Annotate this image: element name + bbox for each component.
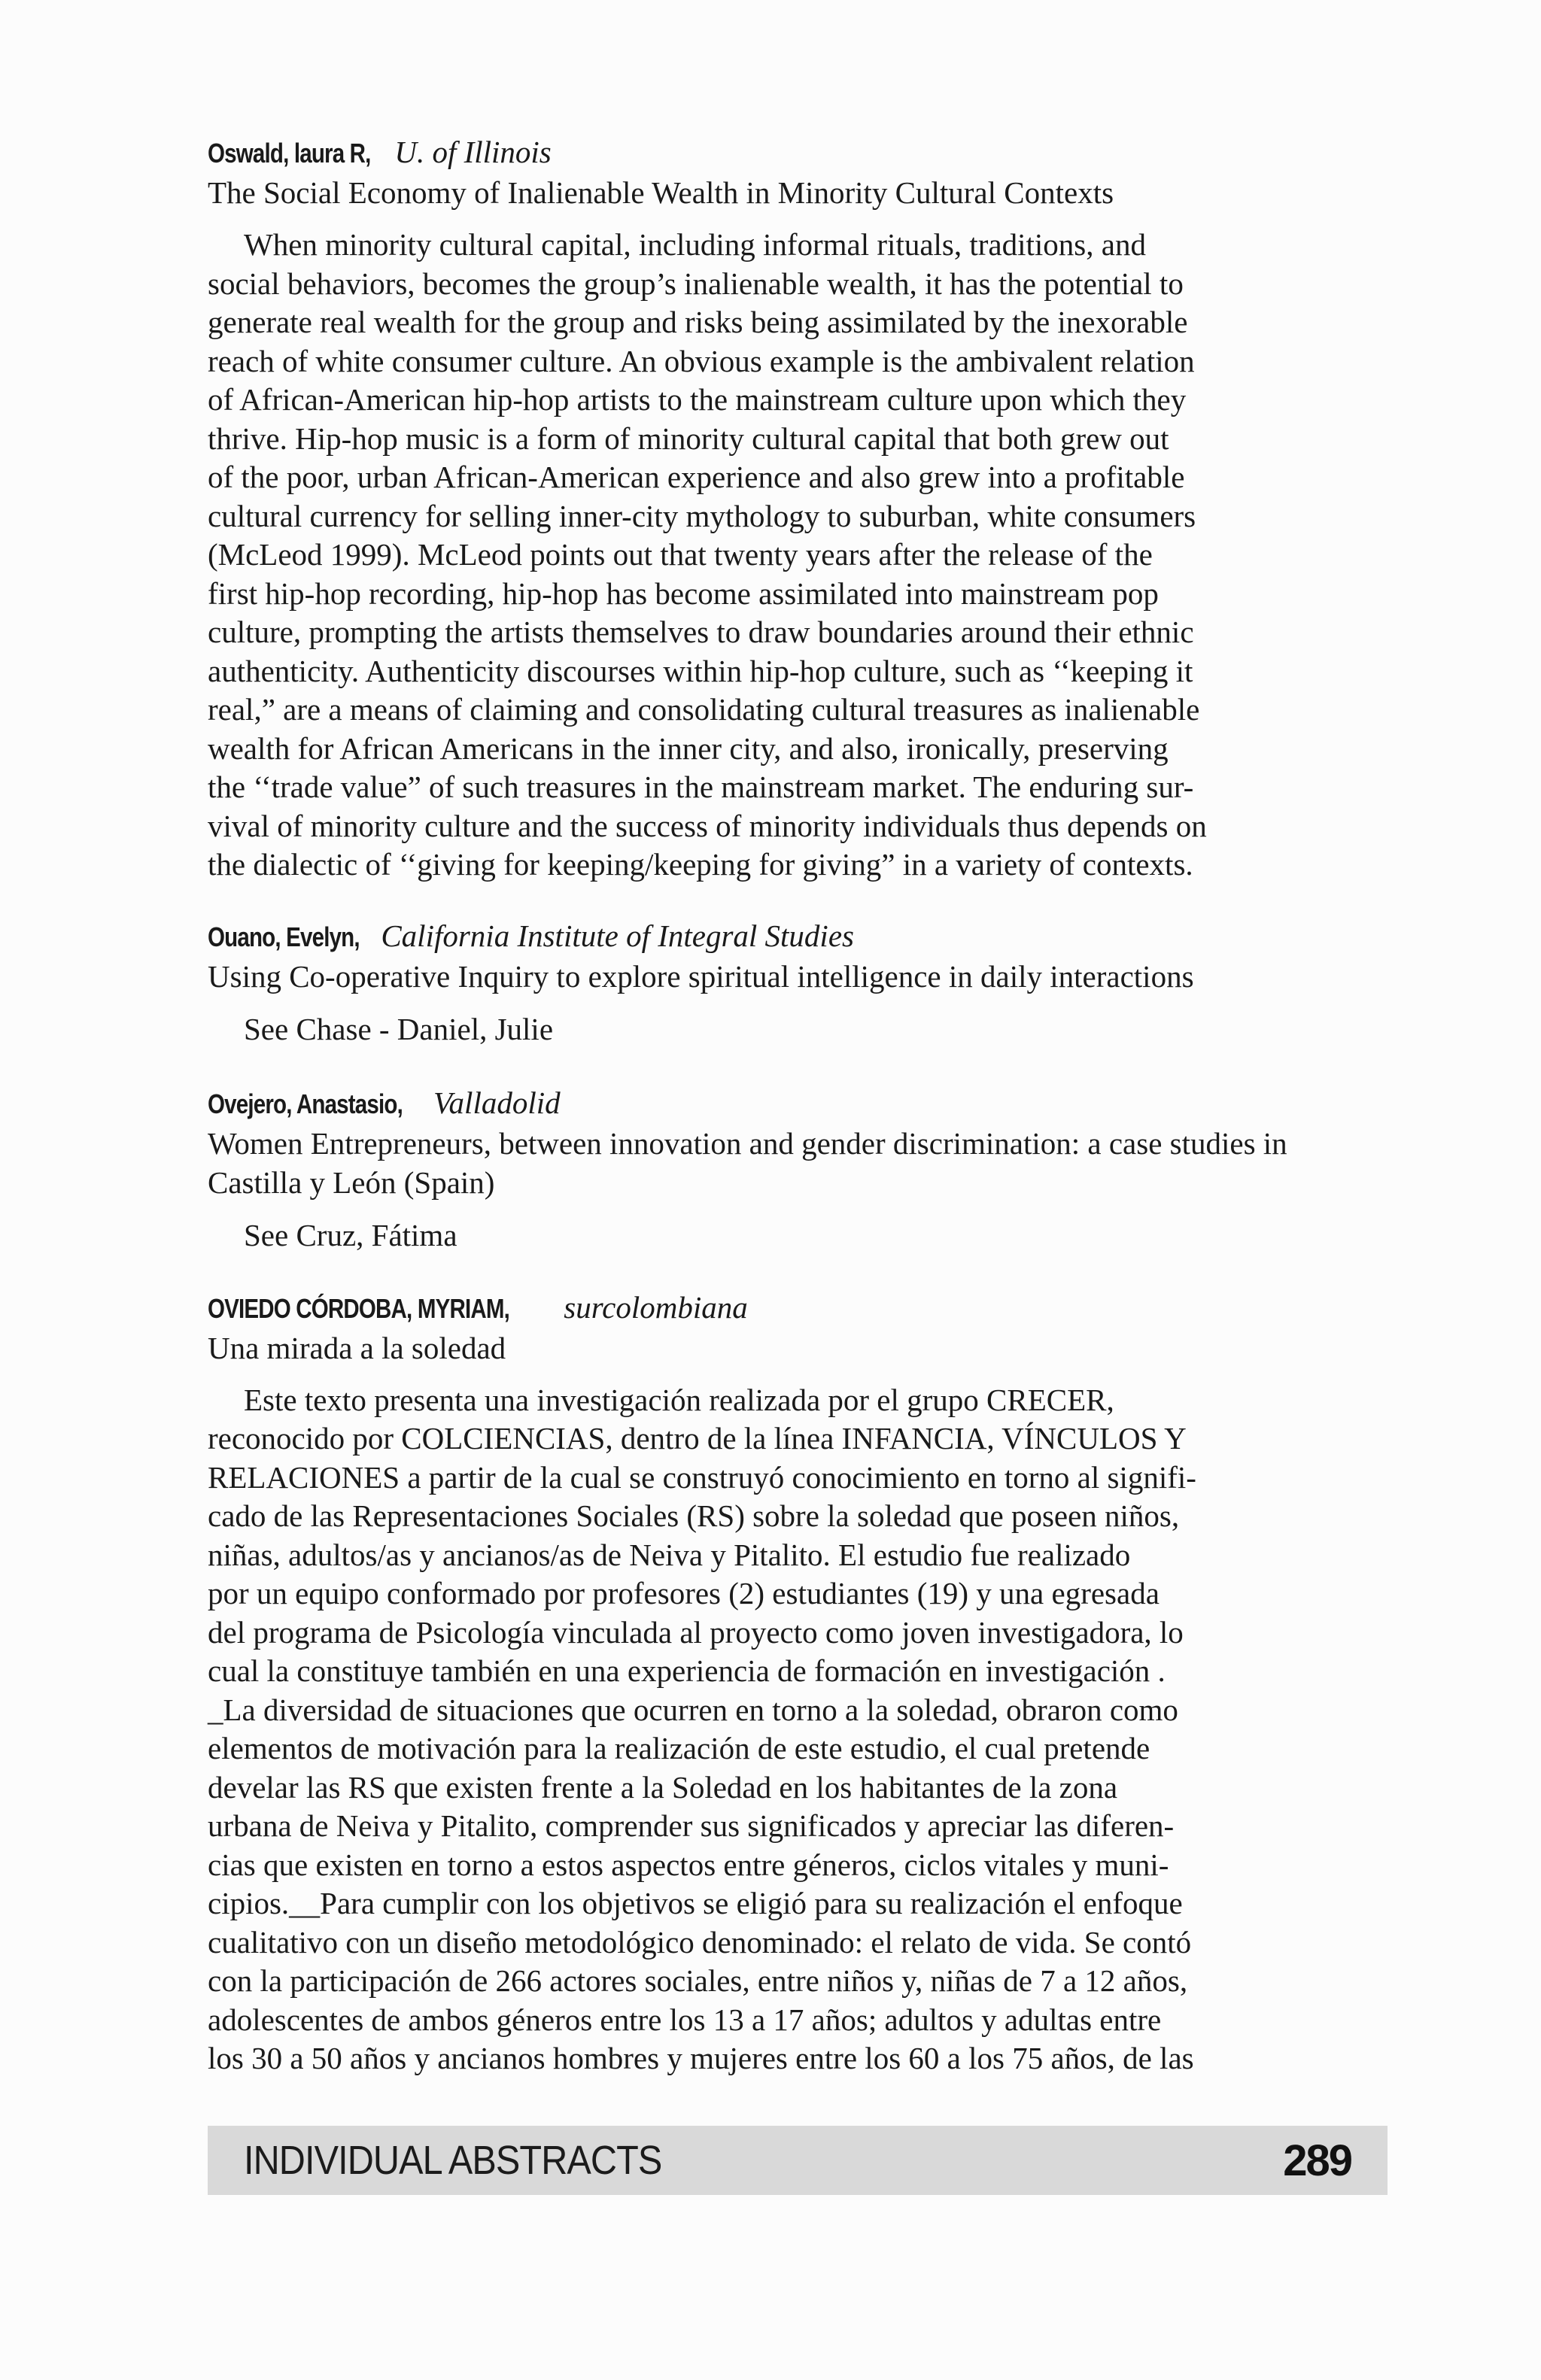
- body-line: the dialectic of ‘‘giving for keeping/keeping for giving” in a variety of contexts.: [208, 847, 1193, 882]
- author-name: Ovejero, Anastasio,: [208, 1088, 403, 1119]
- body-line: cual la constituye también en una experiencia de formación en investigación .: [208, 1653, 1166, 1688]
- body-line: adolescentes de ambos géneros entre los 13 a 17 años; adultos y adultas entre: [208, 2002, 1162, 2037]
- author-affiliation: U. of Illinois: [394, 135, 552, 169]
- body-line: _La diversidad de situaciones que ocurren en torno a la soledad, obraron como: [208, 1692, 1178, 1727]
- body-line: por un equipo conformado por profesores (2) estudiantes (19) y una egresada: [208, 1576, 1160, 1610]
- abstract-title: Women Entrepreneurs, between innovation and gender discrimination: a case studies in Castilla y León (Spain): [208, 1125, 1287, 1200]
- body-line: cias que existen en torno a estos aspectos entre géneros, ciclos vitales y muni-: [208, 1847, 1169, 1882]
- body-line: cado de las Representaciones Sociales (RS) sobre la soledad que poseen niños,: [208, 1498, 1180, 1533]
- body-line: real,” are a means of claiming and consolidating cultural treasures as inalienable: [208, 692, 1200, 727]
- abstract-body: [208, 1381, 1394, 2078]
- see-reference: See Cruz, Fátima: [244, 1217, 457, 1252]
- body-line: of African-American hip-hop artists to the mainstream culture upon which they: [208, 382, 1187, 417]
- body-line: vival of minority culture and the success of minority individuals thus depends on: [208, 808, 1207, 843]
- abstract-body: [208, 226, 1394, 885]
- page-number: 289: [1283, 2136, 1351, 2185]
- entry-heading: [208, 916, 1394, 957]
- body-line: When minority cultural capital, including informal rituals, traditions, and: [244, 227, 1146, 262]
- abstract-title: Using Co-operative Inquiry to explore spiritual intelligence in daily interactions: [208, 958, 1194, 994]
- page-footer: [208, 2126, 1388, 2195]
- body-line: reconocido por COLCIENCIAS, dentro de la línea INFANCIA, VÍNCULOS Y: [208, 1421, 1187, 1456]
- body-line: social behaviors, becomes the group’s inalienable wealth, it has the potential to: [208, 266, 1184, 301]
- abstract-entry: [208, 1288, 1394, 2078]
- body-line: develar las RS que existen frente a la Soledad en los habitantes de la zona: [208, 1769, 1118, 1805]
- entry-heading: [208, 132, 1394, 173]
- section-title: INDIVIDUAL ABSTRACTS: [244, 2138, 662, 2183]
- body-line: niñas, adultos/as y ancianos/as de Neiva y Pitalito. El estudio fue realizado: [208, 1537, 1131, 1572]
- body-line: of the poor, urban African-American experience and also grew into a profitable: [208, 460, 1185, 494]
- author-affiliation: surcolombiana: [564, 1289, 748, 1325]
- entry-heading: [208, 1288, 1394, 1328]
- body-line: authenticity. Authenticity discourses within hip-hop culture, such as ‘‘keeping it: [208, 653, 1193, 688]
- body-line: urbana de Neiva y Pitalito, comprender sus significados y apreciar las diferen-: [208, 1808, 1175, 1843]
- author-name: OVIEDO CÓRDOBA, MYRIAM,: [208, 1292, 509, 1324]
- abstract-entry: [208, 916, 1394, 1049]
- entry-heading: [208, 1083, 1394, 1124]
- author-affiliation: California Institute of Integral Studies: [381, 918, 854, 953]
- body-line: elementos de motivación para la realización de este estudio, el cual pretende: [208, 1731, 1150, 1765]
- body-line: Este texto presenta una investigación realizada por el grupo CRECER,: [244, 1382, 1114, 1417]
- body-line: los 30 a 50 años y ancianos hombres y mujeres entre los 60 a los 75 años, de las: [208, 2041, 1194, 2075]
- body-line: first hip-hop recording, hip-hop has become assimilated into mainstream pop: [208, 575, 1159, 611]
- abstracts-column: [208, 132, 1394, 2116]
- body-line: the ‘‘trade value” of such treasures in the mainstream market. The enduring sur-: [208, 770, 1194, 804]
- body-line: generate real wealth for the group and risks being assimilated by the inexorable: [208, 305, 1188, 339]
- body-line: culture, prompting the artists themselves to draw boundaries around their ethnic: [208, 615, 1194, 649]
- body-line: (McLeod 1999). McLeod points out that twenty years after the release of the: [208, 537, 1153, 572]
- body-line: del programa de Psicología vinculada al proyecto como joven investigadora, lo: [208, 1614, 1184, 1650]
- body-line: cipios.__Para cumplir con los objetivos se eligió para su realización el enfoque: [208, 1886, 1183, 1920]
- body-line: RELACIONES a partir de la cual se construyó conocimiento en torno al signifi-: [208, 1459, 1196, 1495]
- body-line: reach of white consumer culture. An obvious example is the ambivalent relation: [208, 343, 1195, 378]
- author-name: Oswald, laura R,: [208, 138, 371, 168]
- body-line: thrive. Hip-hop music is a form of minority cultural capital that both grew out: [208, 420, 1169, 456]
- body-line: cualitativo con un diseño metodológico denominado: el relato de vida. Se contó: [208, 1924, 1192, 1960]
- body-line: con la participación de 266 actores sociales, entre niños y, niñas de 7 a 12 años,: [208, 1963, 1188, 1998]
- abstract-title: The Social Economy of Inalienable Wealth in Minority Cultural Contexts: [208, 175, 1114, 210]
- author-name: Ouano, Evelyn,: [208, 921, 360, 952]
- abstract-entry: [208, 1083, 1394, 1255]
- author-affiliation: Valladolid: [433, 1085, 561, 1120]
- abstract-title: Una mirada a la soledad: [208, 1330, 506, 1365]
- see-reference: See Chase - Daniel, Julie: [244, 1011, 554, 1046]
- body-line: wealth for African Americans in the inner city, and also, ironically, preserving: [208, 730, 1169, 766]
- abstract-entry: [208, 132, 1394, 885]
- body-line: cultural currency for selling inner-city mythology to suburban, white consumers: [208, 498, 1196, 533]
